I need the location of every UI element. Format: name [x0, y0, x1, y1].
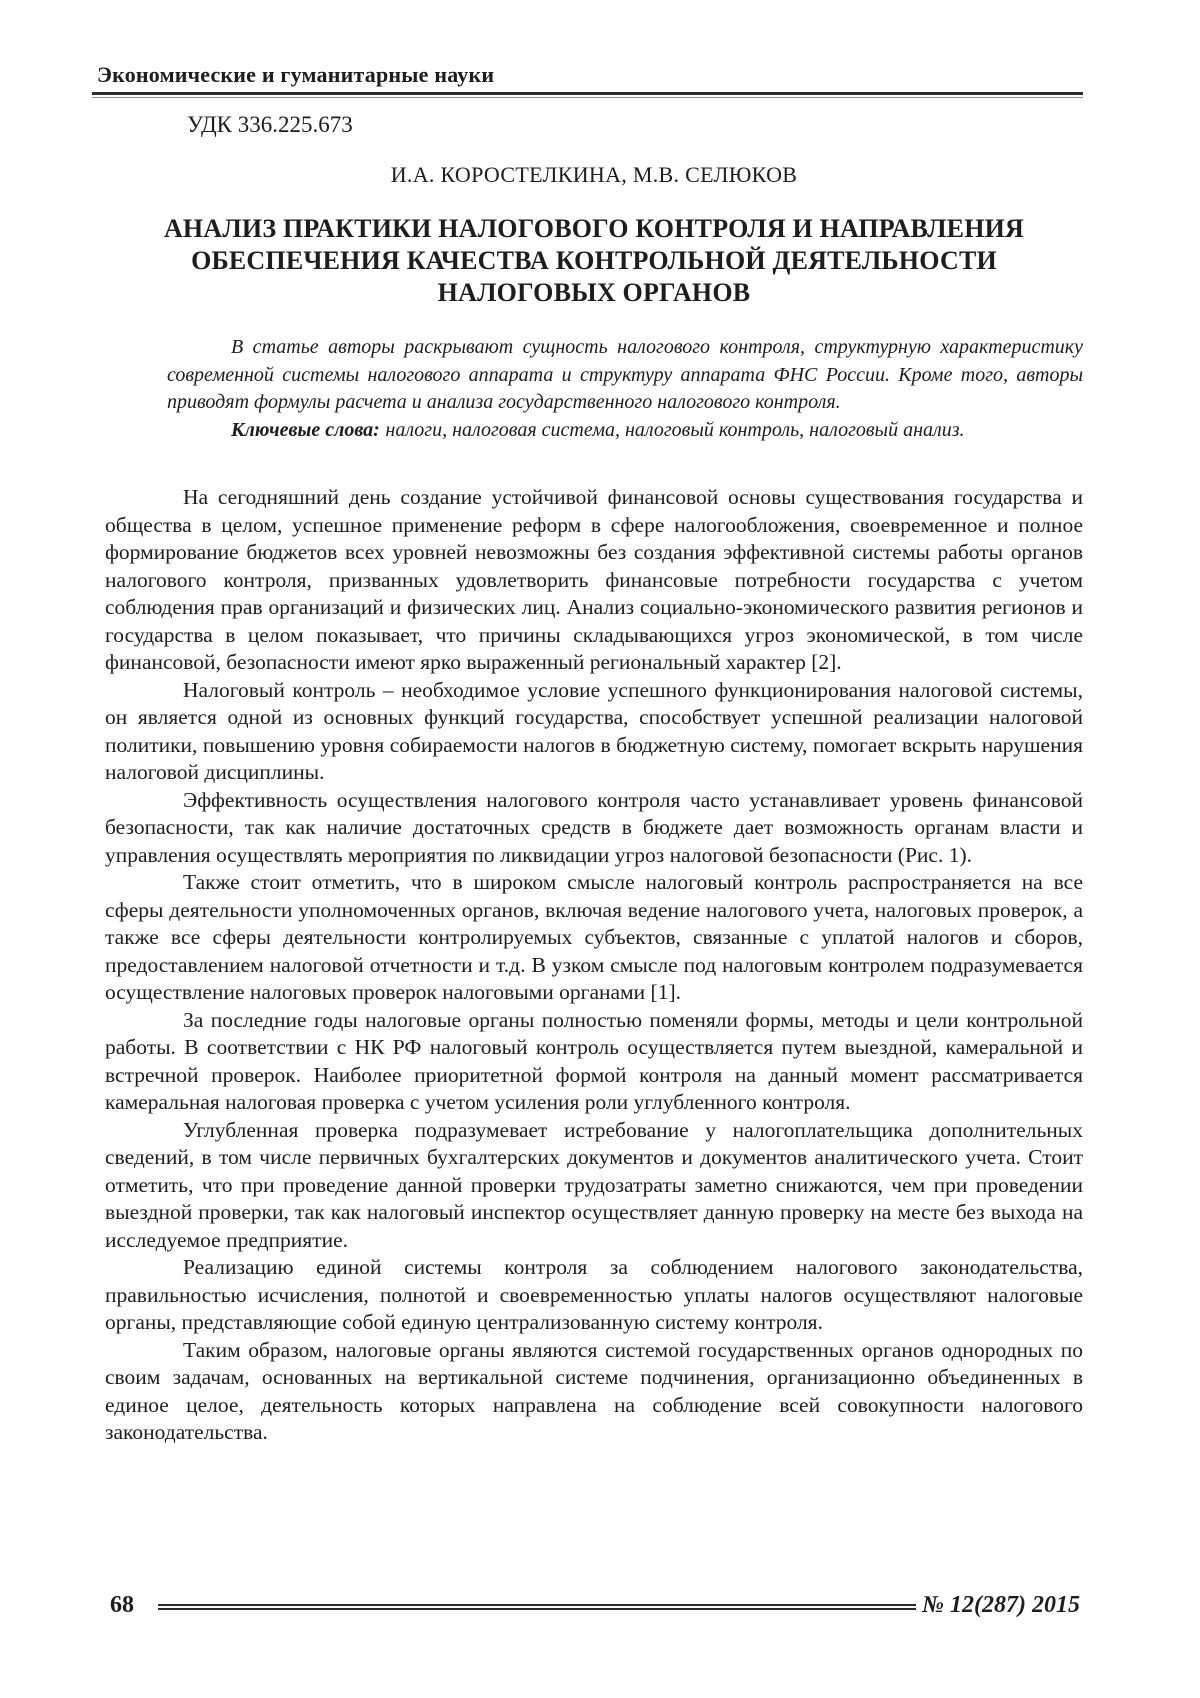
footer-rule	[158, 1604, 916, 1610]
title-line-1: АНАЛИЗ ПРАКТИКИ НАЛОГОВОГО КОНТРОЛЯ И НАПРАВЛЕНИЯ	[163, 214, 1025, 243]
issue-number: № 12(287) 2015	[922, 1592, 1080, 1618]
title-line-2: ОБЕСПЕЧЕНИЯ КАЧЕСТВА КОНТРОЛЬНОЙ ДЕЯТЕЛЬНОСТИ	[191, 246, 997, 275]
journal-section-title: Экономические и гуманитарные науки	[97, 62, 495, 87]
keywords-line	[167, 417, 1083, 445]
article-body	[105, 484, 1083, 1447]
keywords-text: налоги, налоговая система, налоговый контроль, налоговый анализ.	[385, 418, 965, 441]
page-footer	[110, 1592, 1080, 1619]
authors-line: И.А. КОРОСТЕЛКИНА, М.В. СЕЛЮКОВ	[390, 162, 798, 187]
udc-code: УДК 336.225.673	[187, 112, 353, 137]
body-paragraph: Также стоит отметить, что в широком смысле налоговый контроль распространяется на все сферы деятельности уполномоченных органов, включая ведение налогового учета, налоговых проверок, а также все сферы деятельности контролируемых субъектов, связанные с уплатой налогов и сборов, предоставлением налоговой отчетности и т.д. В узком смысле под налоговым контролем подразумевается осуществление налоговых проверок налоговыми органами [1].	[105, 870, 1083, 1004]
title-line-3: НАЛОГОВЫХ ОРГАНОВ	[437, 278, 751, 307]
body-paragraph: За последние годы налоговые органы полностью поменяли формы, методы и цели контрольной работы. В соответствии с НК РФ налоговый контроль осуществляется путем выездной, камеральной и встречной проверок. Наиболее приоритетной формой контроля на данный момент рассматривается камеральная налоговая проверка с учетом усиления роли углубленного контроля.	[105, 1007, 1083, 1114]
abstract-text: В статье авторы раскрывают сущность налогового контроля, структурную характеристику современной системы налогового аппарата и структуру аппарата ФНС России. Кроме того, авторы приводят формулы расчета и анализа государственного налогового контроля.	[167, 336, 1083, 413]
body-paragraph: Налоговый контроль – необходимое условие успешного функционирования налоговой системы, он является одной из основных функций государства, способствует успешной реализации налоговой политики, повышению уровня собираемости налогов в бюджетную систему, помогает вскрыть нарушения налоговой дисциплины.	[105, 677, 1083, 784]
header-rule	[92, 92, 1083, 98]
page-number: 68	[110, 1592, 134, 1618]
body-paragraph: Таким образом, налоговые органы являются системой государственных органов однородных по своим задачам, основанных на вертикальной системе подчинения, организационно объединенных в единое целое, деятельность которых направлена на соблюдение всей совокупности налогового законодательства.	[105, 1337, 1083, 1444]
body-paragraph: На сегодняшний день создание устойчивой финансовой основы существования государства и общества в целом, успешное применение реформ в сфере налогообложения, своевременное и полное формирование бюджетов всех уровней невозможны без создания эффективной системы работы органов налогового контроля, призванных удовлетворить финансовые потребности государства с учетом соблюдения прав организаций и физических лиц. Анализ социально-экономического развития регионов и государства в целом показывает, что причины складывающихся угроз экономической, в том числе финансовой, безопасности имеют ярко выраженный региональный характер [2].	[105, 485, 1083, 674]
keywords-label: Ключевые слова:	[231, 418, 380, 441]
body-paragraph: Реализацию единой системы контроля за соблюдением налогового законодательства, правильностью исчисления, полнотой и своевременностью уплаты налогов осуществляют налоговые органы, представляющие собой единую централизованную систему контроля.	[105, 1255, 1083, 1334]
body-paragraph: Эффективность осуществления налогового контроля часто устанавливает уровень финансовой безопасности, так как наличие достаточных средств в бюджете дает возможность органам власти и управления осуществлять мероприятия по ликвидации угроз налоговой безопасности (Рис. 1).	[105, 787, 1083, 867]
article-title	[105, 213, 1083, 309]
abstract-block	[167, 334, 1083, 444]
body-paragraph: Углубленная проверка подразумевает истребование у налогоплательщика дополнительных сведений, в том числе первичных бухгалтерских документов и документов аналитического учета. Стоит отметить, что при проведение данной проверки трудозатраты заметно снижаются, чем при проведении выездной проверки, так как налоговый инспектор осуществляет данную проверку на месте без выхода на исследуемое предприятие.	[105, 1117, 1083, 1252]
